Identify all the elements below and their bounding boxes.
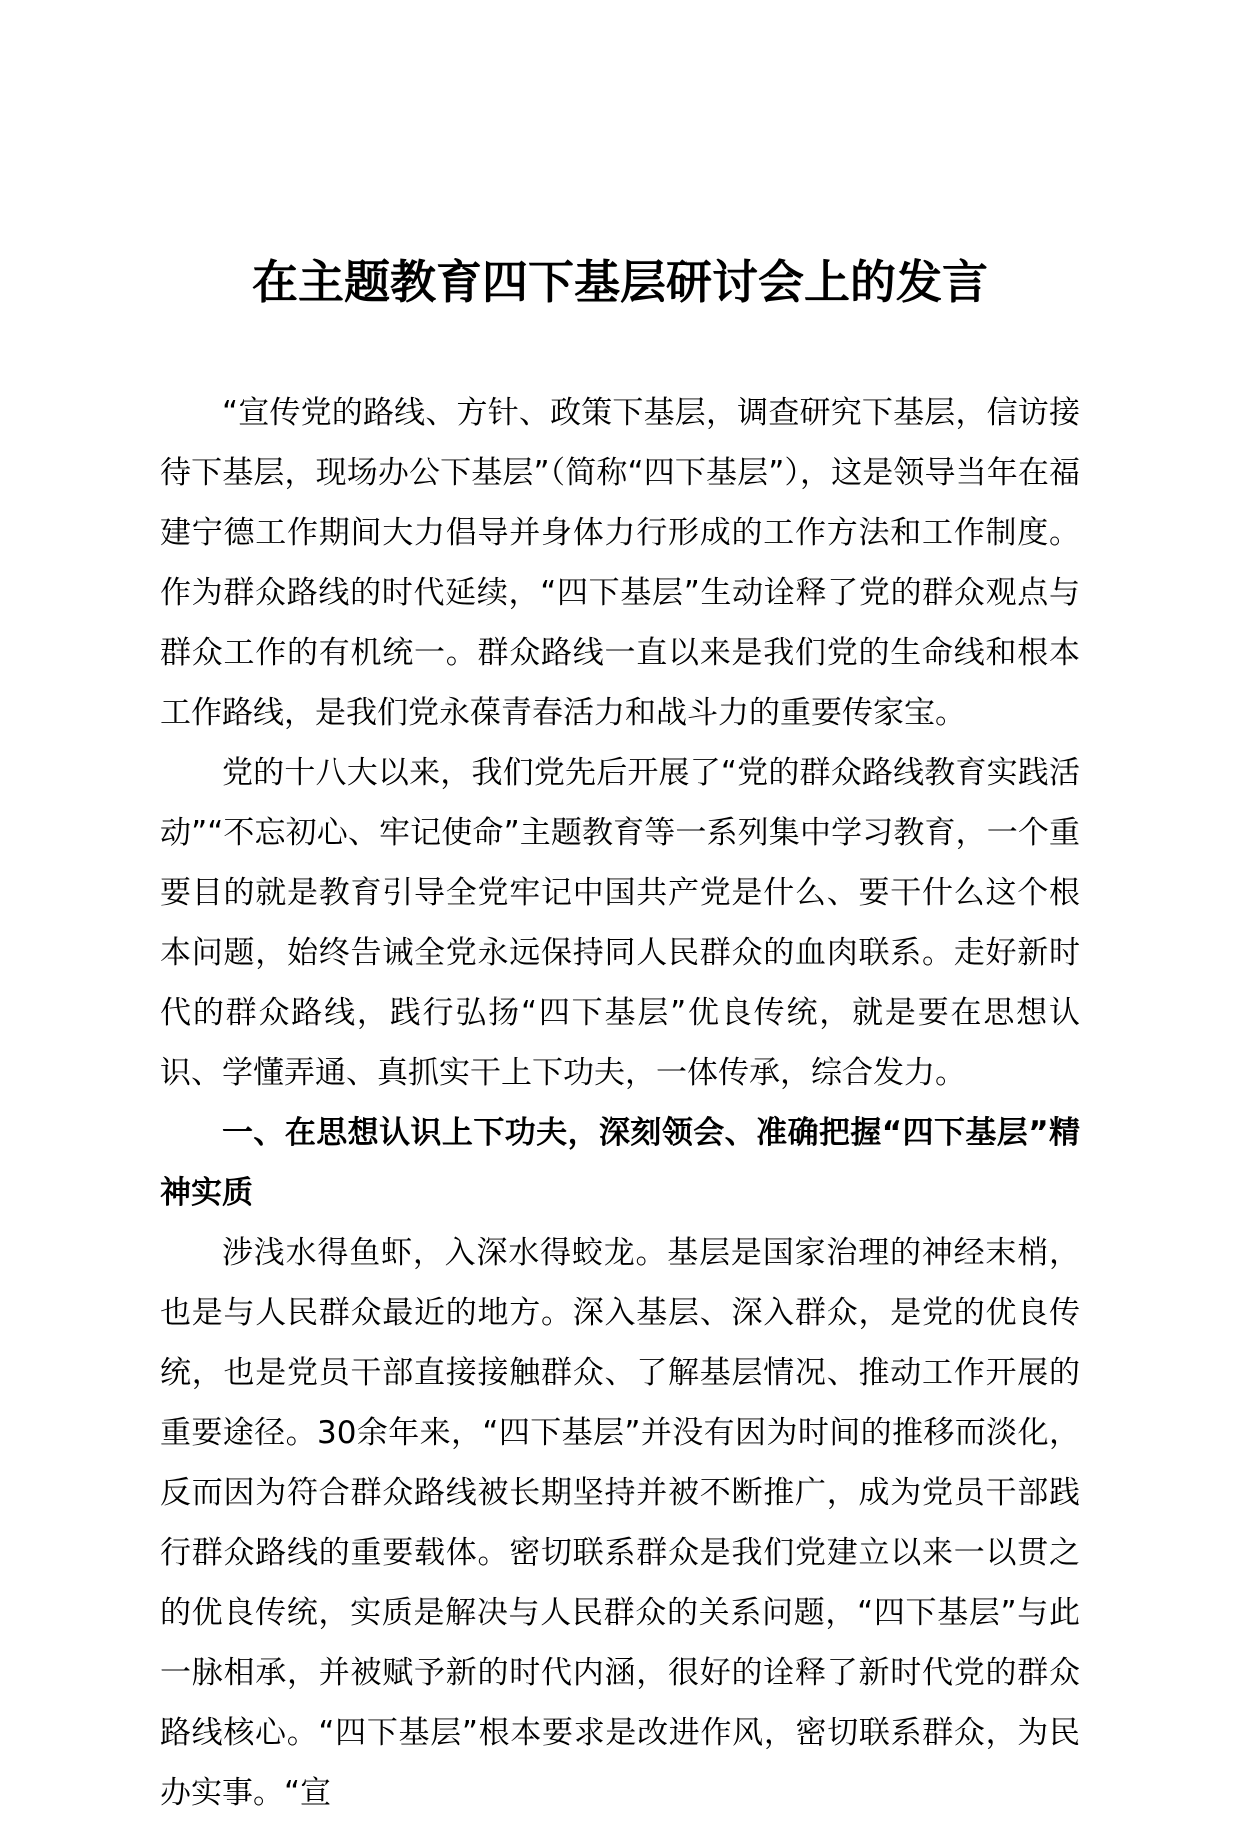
paragraph-intro: “宣传党的路线、方针、政策下基层，调查研究下基层，信访接待下基层，现场办公下基层”（简称“四下基层”），这是领导当年在福建宁德工作期间大力倡导并身体力行形成的工作方法和工作制度。作为群众路线的时代延续，“四下基层”生动诠释了党的群众观点与群众工作的有机统一。群众路线一直以来是我们党的生命线和根本工作路线，是我们党永葆青春活力和战斗力的重要传家宝。 bbox=[160, 395, 1080, 731]
paragraph-background: 党的十八大以来，我们党先后开展了“党的群众路线教育实践活动”“不忘初心、牢记使命”主题教育等一系列集中学习教育，一个重要目的就是教育引导全党牢记中国共产党是什么、要干什么这个根本问题，始终告诫全党永远保持同人民群众的血肉联系。走好新时代的群众路线，践行弘扬“四下基层”优良传统，就是要在思想认识、学懂弄通、真抓实干上下功夫，一体传承，综合发力。 bbox=[160, 755, 1080, 1091]
paragraph-section-1: 涉浅水得鱼虾，入深水得蛟龙。基层是国家治理的神经末梢，也是与人民群众最近的地方。深入基层、深入群众，是党的优良传统，也是党员干部直接接触群众、了解基层情况、推动工作开展的重要途径。30余年来，“四下基层”并没有因为时间的推移而淡化，反而因为符合群众路线被长期坚持并被不断推广，成为党员干部践行群众路线的重要载体。密切联系群众是我们党建立以来一以贯之的优良传统，实质是解决与人民群众的关系问题，“四下基层”与此一脉相承，并被赋予新的时代内涵，很好的诠释了新时代党的群众路线核心。“四下基层”根本要求是改进作风，密切联系群众，为民办实事。“宣 bbox=[160, 1235, 1080, 1811]
document-title: 在主题教育四下基层研讨会上的发言 bbox=[252, 255, 988, 309]
section-heading-1: 一、在思想认识上下功夫，深刻领会、准确把握“四下基层”精神实质 bbox=[160, 1115, 1080, 1211]
document-body bbox=[160, 383, 1080, 1823]
